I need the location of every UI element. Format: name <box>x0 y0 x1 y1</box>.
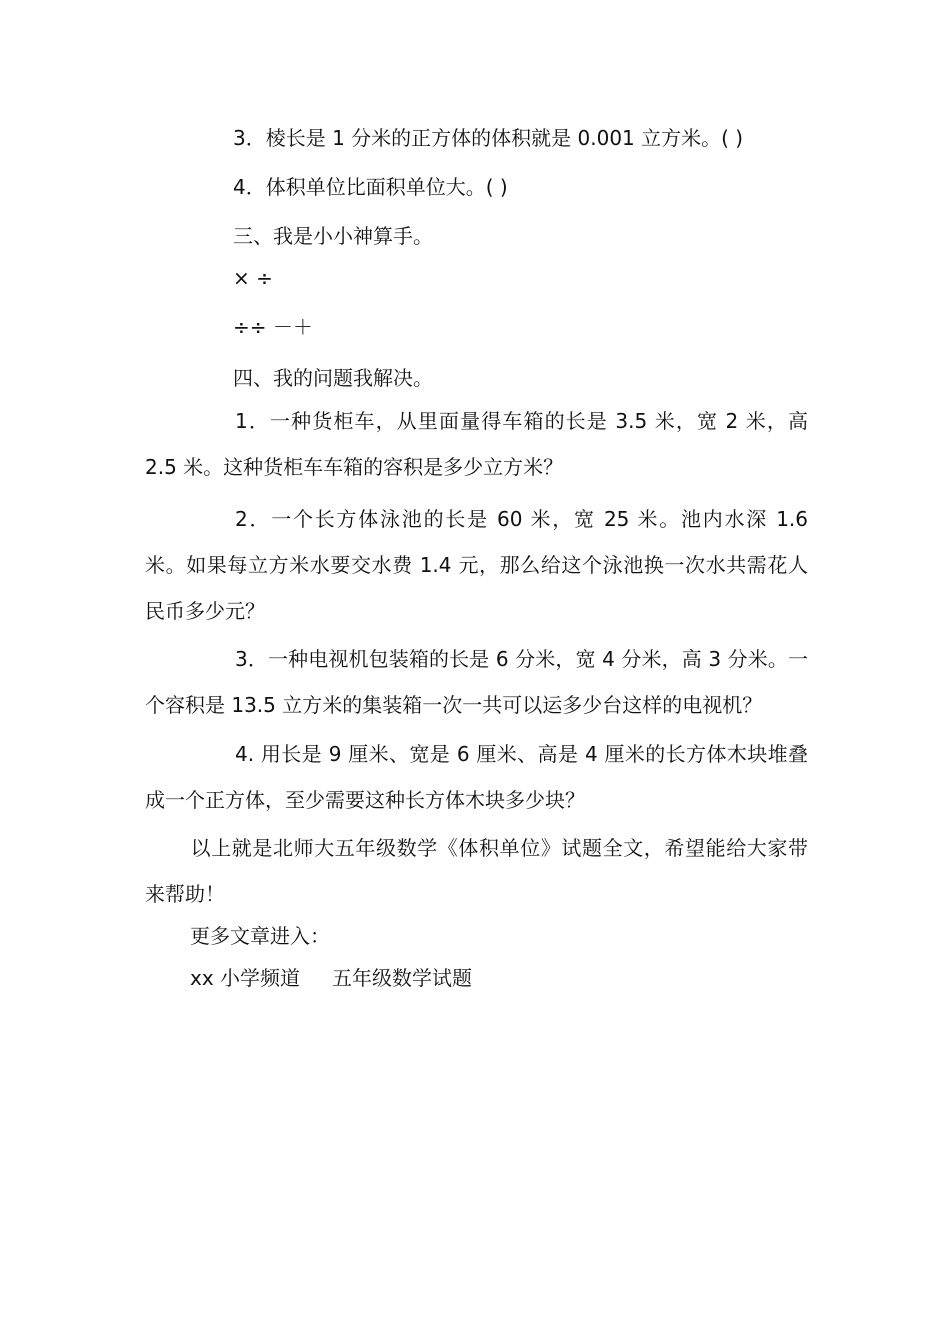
link-grade5-math-tests[interactable]: 五年级数学试题 <box>332 966 473 990</box>
link-primary-school-channel[interactable]: xx 小学频道 <box>190 966 301 990</box>
question-1 <box>145 398 808 490</box>
calc-line-1: × ÷ <box>233 266 273 290</box>
calc-line-2: ÷÷ －＋ <box>233 315 313 339</box>
closing-paragraph <box>145 825 808 917</box>
question-4 <box>145 731 808 823</box>
closing-text: 以上就是北师大五年级数学《体积单位》试题全文，希望能给大家带来帮助！ <box>145 836 808 906</box>
question-3-text: 3．一种电视机包装箱的长是 6 分米，宽 4 分米，高 3 分米。一个容积是 13.5 立方米的集装箱一次一共可以运多少台这样的电视机？ <box>145 647 808 717</box>
section-4-heading: 四、我的问题我解决。 <box>233 366 433 390</box>
judge-item-4: 4．体积单位比面积单位大。( ) <box>233 175 508 199</box>
related-links <box>190 966 472 990</box>
question-1-text: 1．一种货柜车，从里面量得车箱的长是 3.5 米，宽 2 米，高 2.5 米。这种货柜车车箱的容积是多少立方米？ <box>145 409 808 479</box>
question-3 <box>145 636 808 728</box>
judge-item-3: 3．棱长是 1 分米的正方体的体积就是 0.001 立方米。( ) <box>233 126 744 150</box>
question-2 <box>145 496 808 634</box>
more-articles-label: 更多文章进入： <box>190 924 330 948</box>
question-2-text: 2．一个长方体泳池的长是 60 米，宽 25 米。池内水深 1.6 米。如果每立方米水要交水费 1.4 元，那么给这个泳池换一次水共需花人民币多少元？ <box>145 507 808 623</box>
section-3-heading: 三、我是小小神算手。 <box>233 224 433 248</box>
question-4-text: 4. 用长是 9 厘米、宽是 6 厘米、高是 4 厘米的长方体木块堆叠成一个正方体，至少需要这种长方体木块多少块？ <box>145 742 808 812</box>
